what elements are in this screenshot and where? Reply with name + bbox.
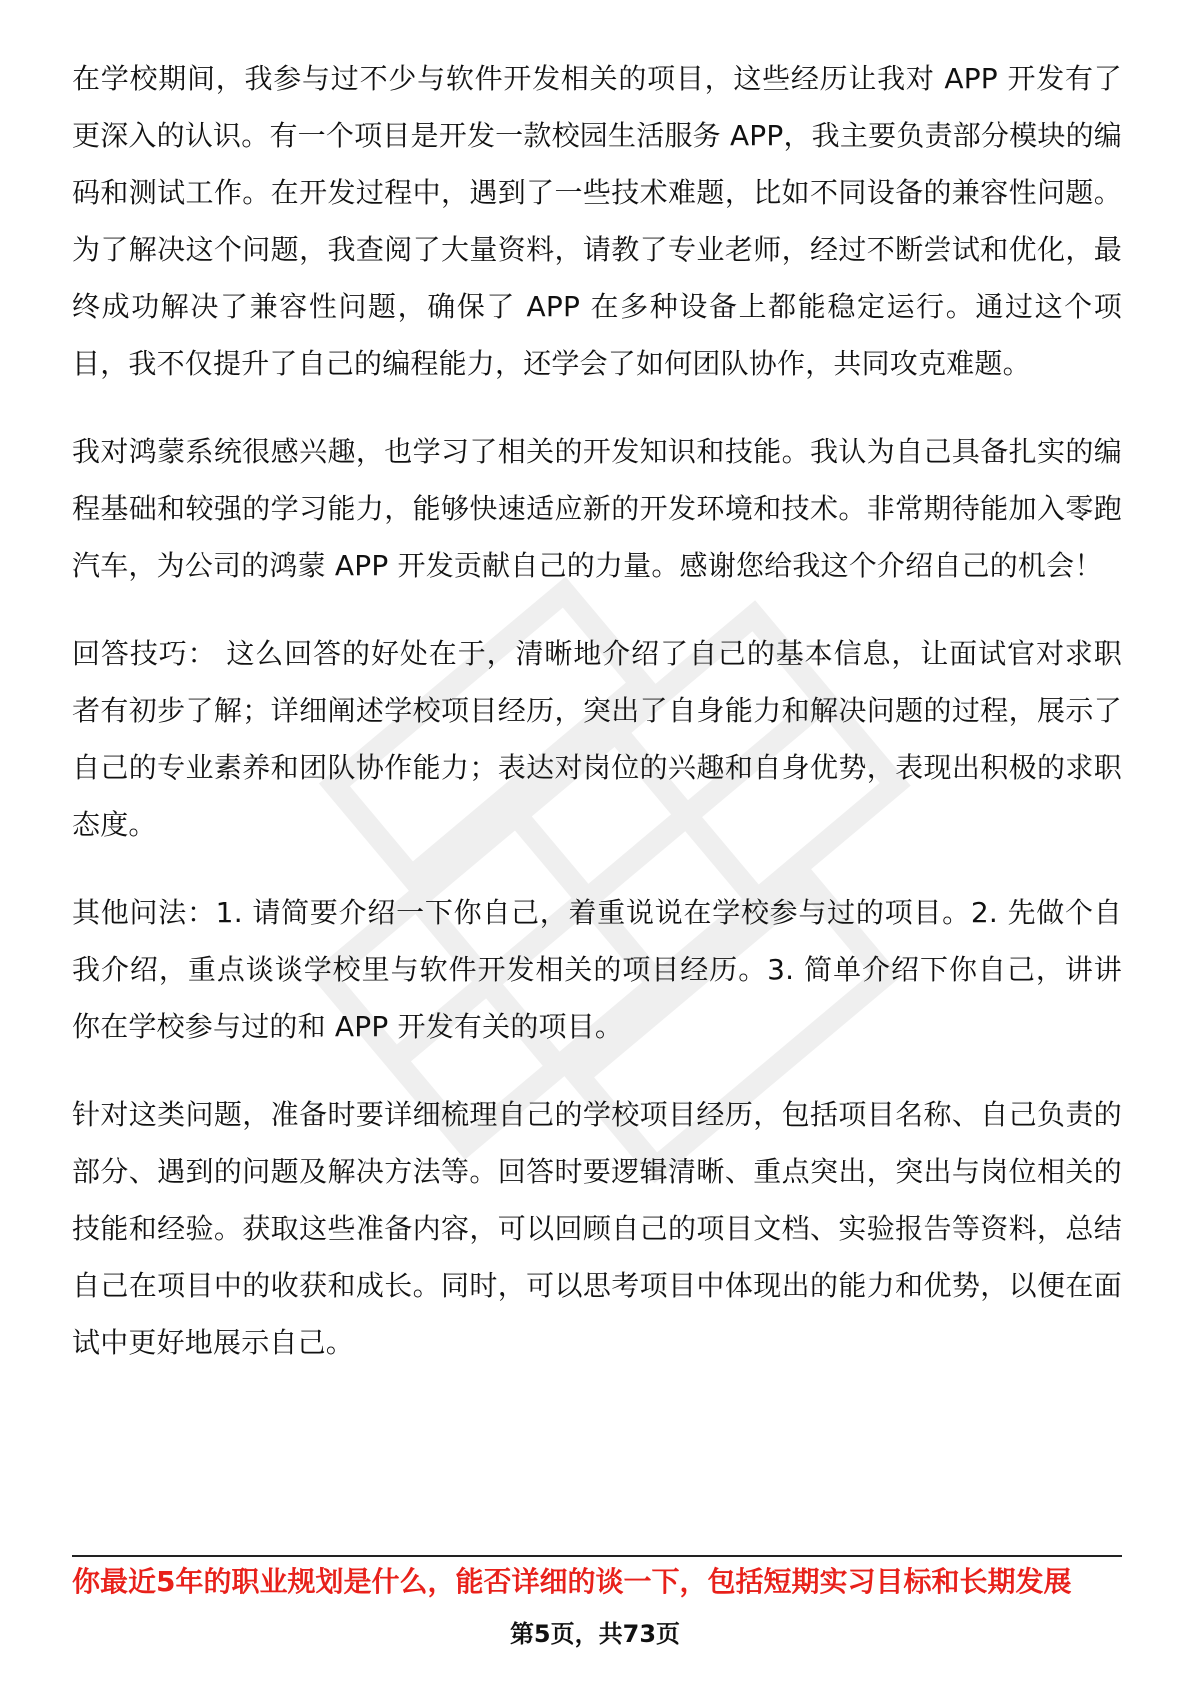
document-body [72, 50, 1122, 1402]
page-number-footer: 第5页，共73页 [509, 1620, 681, 1648]
paragraph-answer-tips: 回答技巧： 这么回答的好处在于，清晰地介绍了自己的基本信息，让面试官对求职者有初步了解；详细阐述学校项目经历，突出了自身能力和解决问题的过程，展示了自己的专业素养和团队协作能力；表达对岗位的兴趣和自身优势，表现出积极的求职态度。 [72, 637, 1122, 841]
paragraph-harmony-interest: 我对鸿蒙系统很感兴趣，也学习了相关的开发知识和技能。我认为自己具备扎实的编程基础和较强的学习能力，能够快速适应新的开发环境和技术。非常期待能加入零跑汽车，为公司的鸿蒙 APP 开发贡献自己的力量。感谢您给我这个介绍自己的机会！ [72, 435, 1122, 582]
paragraph-preparation-advice: 针对这类问题，准备时要详细梳理自己的学校项目经历，包括项目名称、自己负责的部分、遇到的问题及解决方法等。回答时要逻辑清晰、重点突出，突出与岗位相关的技能和经验。获取这些准备内容，可以回顾自己的项目文档、实验报告等资料，总结自己在项目中的收获和成长。同时，可以思考项目中体现出的能力和优势，以便在面试中更好地展示自己。 [72, 1098, 1122, 1359]
paragraph-other-phrasings: 其他问法：1. 请简要介绍一下你自己，着重说说在学校参与过的项目。2. 先做个自我介绍，重点谈谈学校里与软件开发相关的项目经历。3. 简单介绍下你自己，讲讲你在学校参与过的和 APP 开发有关的项目。 [72, 896, 1122, 1043]
paragraph-school-projects: 在学校期间，我参与过不少与软件开发相关的项目，这些经历让我对 APP 开发有了更深入的认识。有一个项目是开发一款校园生活服务 APP，我主要负责部分模块的编码和测试工作。在开发过程中，遇到了一些技术难题，比如不同设备的兼容性问题。为了解决这个问题，我查阅了大量资料，请教了专业老师，经过不断尝试和优化，最终成功解决了兼容性问题，确保了 APP 在多种设备上都能稳定运行。通过这个项目，我不仅提升了自己的编程能力，还学会了如何团队协作，共同攻克难题。 [72, 62, 1122, 380]
next-question-heading: 你最近5年的职业规划是什么，能否详细的谈一下，包括短期实习目标和长期发展 [72, 1565, 1072, 1598]
section-divider [72, 1555, 1122, 1557]
